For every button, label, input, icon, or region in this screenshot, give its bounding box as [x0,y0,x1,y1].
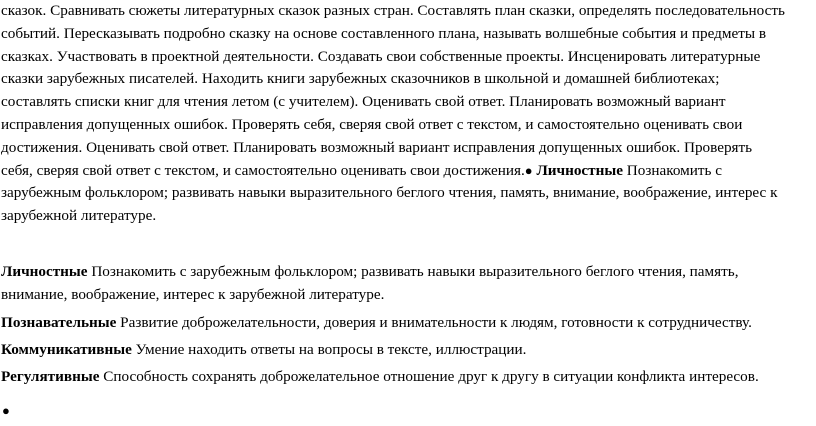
paragraph-line: зарубежной литературе. [1,207,157,225]
paragraph-text: себя, сверяя свой ответ с текстом, и самостоятельно оценивать свои достижения. [1,161,525,179]
section-label-cognitive: Познавательные [1,314,117,331]
communicative-section [0,339,526,362]
paragraph-line: событий. Пересказывать подробно сказку на основе составленного плана, называть волшебные события и предметы в [1,24,767,42]
paragraph-line: сказок. Сравнивать сюжеты литературных сказок разных стран. Составлять план сказки, определять последовательность [1,2,785,19]
section-text: Познакомить с зарубежным фольклором; развивать навыки выразительного беглого чтения, память, [87,263,739,280]
cognitive-section [0,312,752,335]
section-label-regulatory: Регулятивные [1,368,100,385]
section-label-communicative: Коммуникативные [1,341,132,358]
paragraph-line: достижения. Оценивать свой ответ. Планировать возможный вариант исправления допущенных ошибок. Проверять [1,138,753,156]
section-text: Способность сохранять доброжелательное отношение друг к другу в ситуации конфликта интересов. [99,368,759,385]
section-text: Развитие доброжелательности, доверия и внимательности к людям, готовности к сотрудничеству. [116,314,752,331]
section-text: Умение находить ответы на вопросы в тексте, иллюстрации. [131,341,527,358]
section-label-personal: Личностные [1,263,88,280]
section-text: внимание, воображение, интерес к зарубежной литературе. [1,285,385,303]
paragraph-line: исправления допущенных ошибок. Проверять себя, сверяя свой ответ с текстом, и самостоятельно оценивать свои [1,115,743,133]
paragraph-line: сказках. Участвовать в проектной деятельности. Создавать свои собственные проекты. Инсценировать литературные [1,47,761,65]
paragraph-line: зарубежным фольклором; развивать навыки выразительного беглого чтения, память, внимание, воображение, интерес к [1,184,778,202]
paragraph-line-with-bullet [1,160,785,183]
personal-section [0,261,739,307]
regulatory-section [0,366,759,389]
section-label-personal-inline: Личностные [536,161,623,179]
bullet-icon: ● [2,403,10,418]
paragraph-line: сказки зарубежных писателей. Находить книги зарубежных сказочников в школьной и домашней библиотеках; [1,70,720,88]
section-text: Познакомить с [622,161,722,179]
paragraph-line: составлять списки книг для чтения летом (с учителем). Оценивать свой ответ. Планировать возможный вариант [1,93,726,111]
bullet-icon: ● [524,162,533,178]
